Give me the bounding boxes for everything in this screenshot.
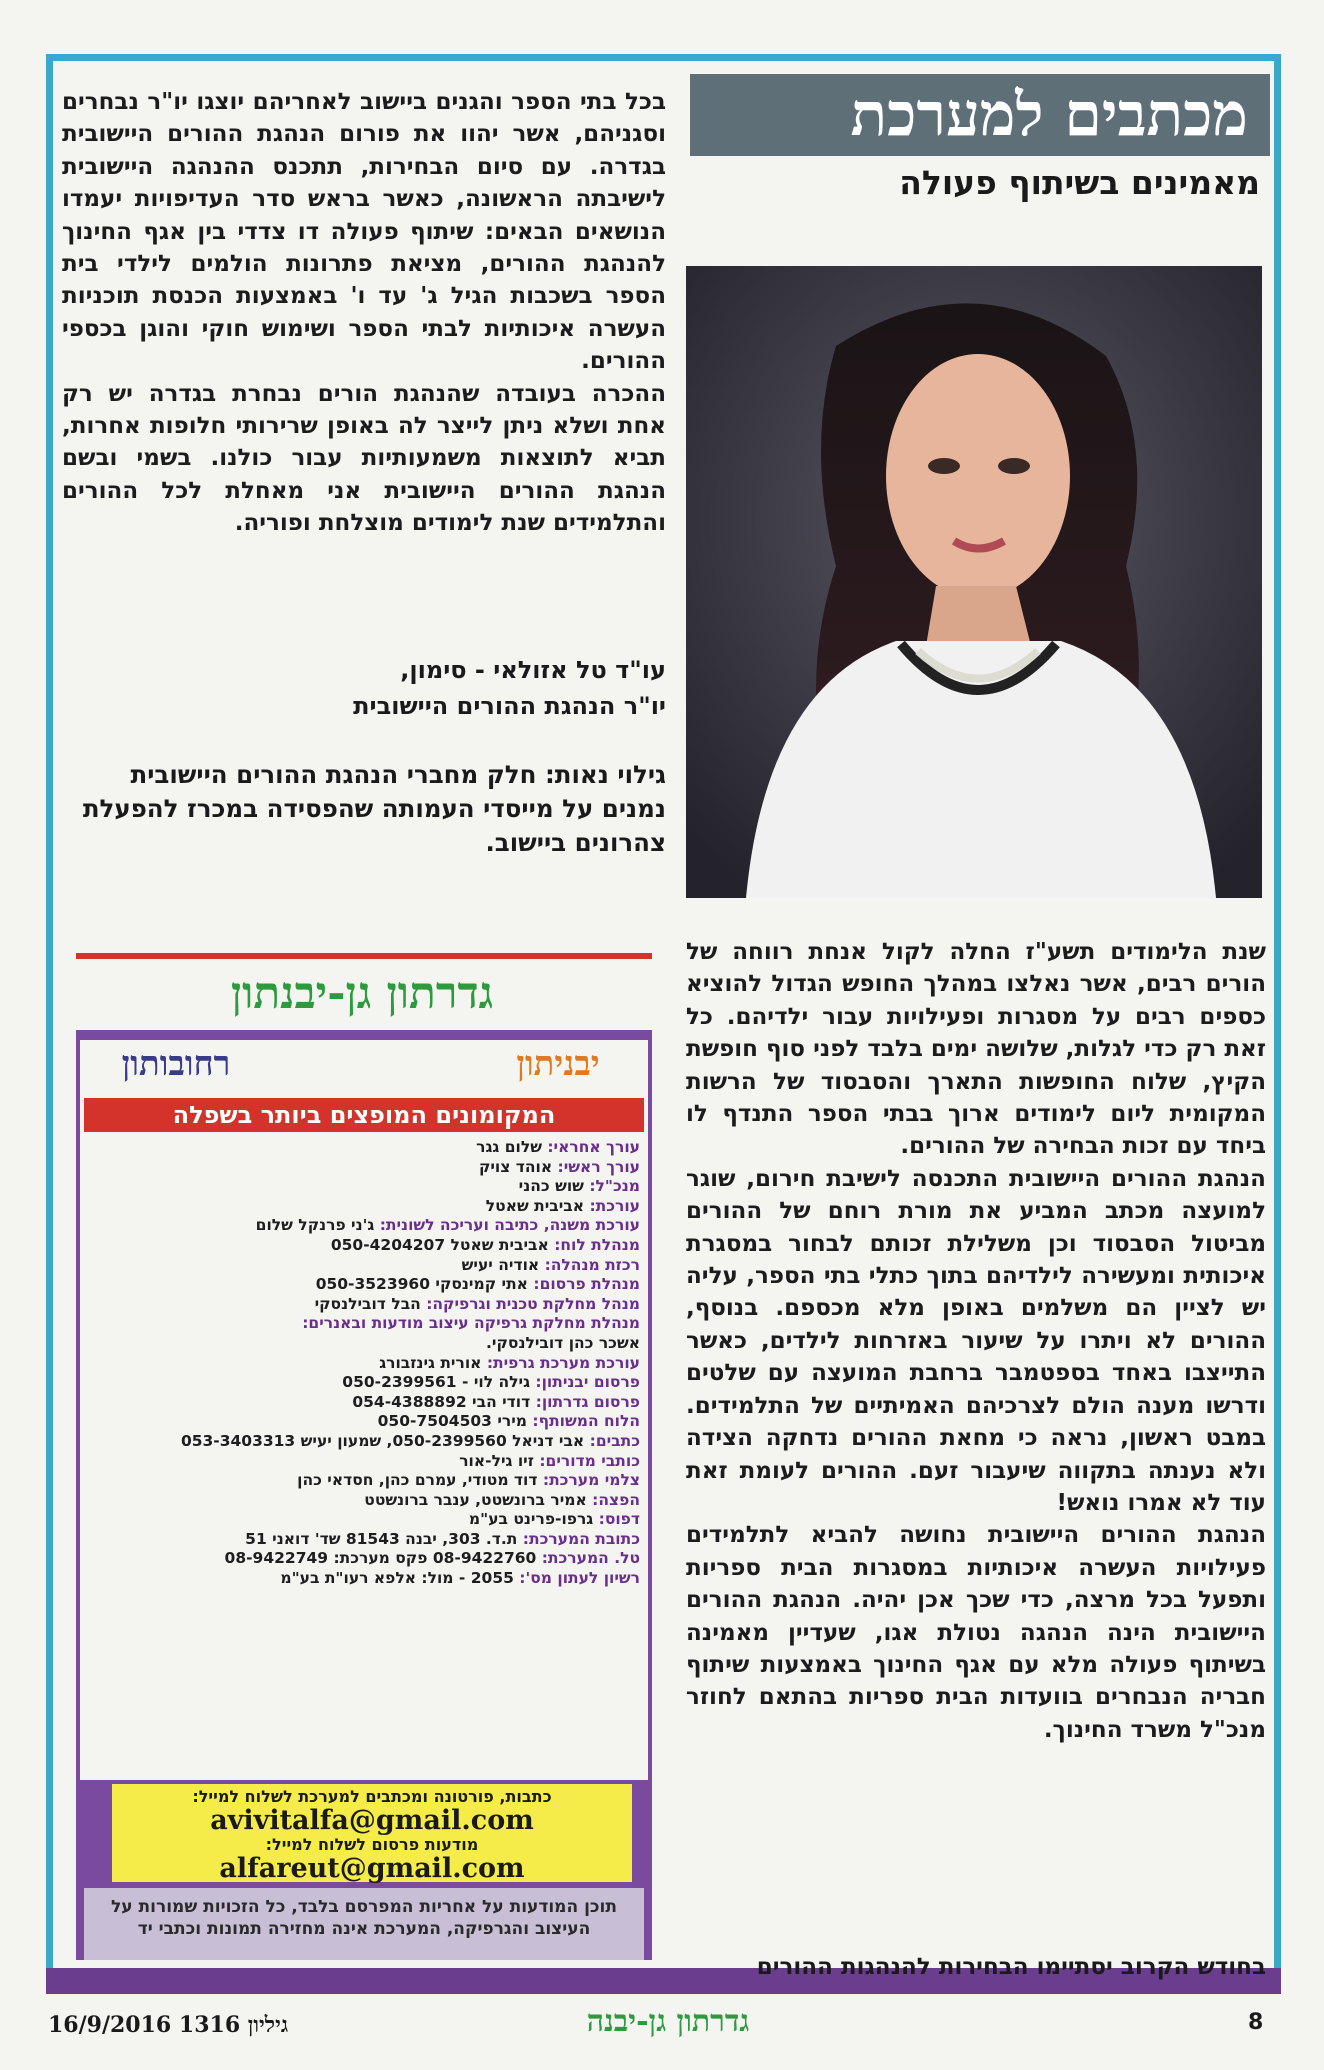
staff-role: רשיון לעתון מס': [513,1569,640,1588]
letter-text [62,86,666,540]
staff-role: טל. המערכת: [536,1549,640,1568]
staff-name: 2055 - מול: אלפא רעו"ת בע"מ [280,1569,514,1588]
staff-role: עורך אחראי: [541,1138,640,1156]
staff-role: פרסום גדרתון: [530,1392,640,1411]
staff-row [100,1197,640,1217]
staff-role: עורכת: [584,1196,640,1215]
disclaimer: תוכן המודעות על אחריות המפרסם בלבד, כל הזכויות שמורות על העיצוב והגרפיקה, המערכת אינה מחזירה תמונות וכתבי יד [84,1888,644,1960]
article-body [686,936,1266,1746]
staff-row [100,1491,640,1511]
staff-list [100,1138,640,1589]
contact-label: מודעות פרסום לשלוח למייל: [265,1835,479,1854]
staff-row [100,1138,640,1158]
staff-row [100,1275,640,1295]
staff-name: גרפו-פרינט בע"מ [468,1510,594,1529]
staff-name: שלום גגר [476,1138,542,1156]
staff-role: רכזת מנהלה: [539,1255,640,1274]
issue-info: גיליון 1316 16/9/2016 [48,2012,289,2038]
staff-name: הבל דובילנסקי [314,1294,421,1313]
staff-row [100,1452,640,1472]
signature-name: עו"ד טל אזולאי - סימון, [400,656,666,684]
staff-name: אודיה יעיש [461,1255,540,1274]
portrait-image [686,266,1262,898]
staff-role: פרסום יבניתון: [530,1373,640,1392]
staff-name: אבי דניאל 050-2399560, שמעון יעיש 053-3403313 [180,1431,585,1450]
staff-role: כתובת המערכת: [517,1529,640,1548]
staff-name: אוהד צויק [478,1157,553,1176]
staff-name: זיו גיל-אור [459,1451,534,1470]
staff-role: הלוח המשותף: [527,1412,640,1431]
staff-row [100,1510,640,1530]
author-photo [686,266,1262,898]
staff-name: דודי הבי 054-4388892 [352,1392,531,1411]
staff-role: עורך ראשי: [552,1157,640,1176]
staff-role: דפוס: [593,1510,640,1529]
section-title: מכתבים למערכת [690,74,1270,156]
staff-role: מנהלת לוח: [548,1235,640,1254]
staff-role: מנהל מחלקת טכנית וגרפיקה: [420,1294,640,1313]
staff-row [100,1432,640,1452]
letter-paragraph: בכל בתי הספר והגנים ביישוב לאחריהם יוצגו יו"ר נבחרים וסגניהם, אשר יהוו את פורום הנהגת ההורים היישובית בגדרה. עם סיום הבחירות, תתכנס ההנהגה היישובית לישיבתה הראשונה, כאשר בראש סדר העדיפויות יעמדו הנושאים הבאים: שיתוף פעולה דו צדדי בין אגף החינוך להנהגת ההורים, מציאת פתרונות הולמים לילדי בית הספר בשכבות הגיל ג' עד ו' באמצעות הכנסת תוכניות העשרה איכותיות לבתי הספר ושימוש חוקי והוגן בכספי ההורים. [62,89,666,375]
signature-role: יו"ר הנהגת ההורים היישובית [353,692,666,720]
article-paragraph: הנהגת ההורים היישובית התכנסה לישיבת חירום, שוגר למועצה מכתב המביע את מורת רוחם של ההורים מביטול הסבסוד וכן משלילת זכותם לבחור במסגרת איכותית ומעשירה לילדיהם בתוך כתלי בתי הספר, עליה יש לציין הם משלמים באופן מלא מכספם. בנוסף, ההורים לא ויתרו על שיעור באזרחות לילדים, כאשר התייצבו באחד בספטמבר ברחבת המועצה עם שלטים ודרשו מענה הולם לצרכיהם האמיתיים של התלמידים. במבט ראשון, נראה כי מחאת ההורים נדחקה הצידה ולא נענתה בתקווה שיעבור זעם. ההורים לעומת זאת עוד לא אמרו נואש! [686,1165,1266,1516]
article-headline: מאמינים בשיתוף פעולה [899,163,1260,202]
email-editorial[interactable]: avivitalfa@gmail.com [210,1805,534,1836]
frame-right [1274,54,1281,1994]
staff-role: הפצה: [586,1490,640,1509]
staff-role: מנכ"ל: [583,1177,640,1196]
staff-role: צלמי מערכת: [537,1471,640,1490]
logo-yavnitun: יבניתון [516,1044,600,1084]
footer-logo: גדרתון גן-יבנה [586,2004,750,2039]
staff-name: ג'ני פרנקל שלום [255,1216,375,1235]
staff-row [100,1236,640,1256]
frame-top [52,54,1280,61]
email-ads[interactable]: alfareut@gmail.com [219,1853,525,1884]
letter-paragraph: ההכרה בעובדה שהנהגת הורים נבחרת בגדרה יש רק אחת ושלא ניתן לייצר לה באופן שרירותי חלופות אחרות, תביא לתוצאות משמעותיות עבור כולנו. בשמי ובשם הנהגת ההורים היישובית אני מאחלת לכל ההורים והתלמידים שנת לימודים מוצלחת ופוריה. [62,380,666,537]
page-number: 8 [1248,2010,1264,2035]
staff-name: דוד מטודי, עמרם כהן, חסדאי כהן [297,1471,538,1490]
staff-name: אביבית שאטל 050-4204207 [330,1235,549,1254]
staff-name: אתי קמינסקי 050-3523960 [315,1275,528,1294]
logo-rehovot: רחובותון [121,1044,231,1084]
staff-name: 08-9422760 פקס מערכת: 08-9422749 [224,1549,537,1568]
staff-row [100,1334,640,1354]
staff-row [100,1177,640,1197]
staff-row [100,1256,640,1276]
staff-role: עורכת מערכת גרפית: [481,1353,640,1372]
staff-role: עורכת משנה, כתיבה ועריכה לשונית: [374,1216,640,1235]
signature [62,652,666,724]
staff-name: שוש כהני [518,1177,584,1196]
staff-row [100,1412,640,1432]
staff-name: אשכר כהן דובילנסקי. [486,1333,640,1352]
masthead-slogan: המקומונים המופצים ביותר בשפלה [84,1098,644,1132]
contact-label: כתבות, פורטונה ומכתבים למערכת לשלוח למייל: [192,1787,552,1806]
logo-gedera-gan-yavne: גדרתון גן-יבנתון [230,968,494,1019]
staff-role: כתבים: [584,1431,640,1450]
staff-row [100,1158,640,1178]
staff-row [100,1373,640,1393]
staff-role: מנהלת מחלקת גרפיקה עיצוב מודעות ובאנרים: [302,1314,640,1333]
staff-row [100,1569,640,1589]
staff-row [100,1295,640,1315]
staff-name: ת.ד. 303, יבנה 81543 שד' דואני 51 [245,1529,518,1548]
article-closing: בחודש הקרוב יסתיימו הבחירות להנהגות ההורים [756,1954,1266,1980]
staff-role: כותבי מדורים: [533,1451,640,1470]
disclosure-note: גילוי נאות: חלק מחברי הנהגת ההורים היישובית נמנים על מייסדי העמותה שהפסידה במכרז להפעלת צהרונים ביישוב. [82,760,666,857]
staff-name: גילה לוי - 050-2399561 [342,1373,530,1392]
article-paragraph: שנת הלימודים תשע"ז החלה לקול אנחת רווחה של הורים רבים, אשר נאלצו במהלך החופש הגדול להוציא כספים רבים על מסגרות ופעילויות עבור ילדיהם. כל זאת רק כדי לגלות, שלושה ימים בלבד לפני סוף חופשת הקיץ, שלוח החופשות התארך והסבסוד של הרשות המקומית ליום לימודים ארוך בבתי הספר התנדף לו ביחד עם זכות הבחירה של ההורים. [686,939,1266,1160]
staff-name: אורית גינזבורג [379,1353,482,1372]
frame-left [46,54,53,1994]
contact-box [112,1784,632,1882]
staff-name: אביבית שאטל [485,1196,585,1215]
staff-role: מנהלת פרסום: [527,1275,640,1294]
staff-row [100,1393,640,1413]
staff-row [100,1354,640,1374]
staff-row [100,1216,640,1236]
staff-row [100,1530,640,1550]
staff-row [100,1549,640,1569]
staff-row [100,1314,640,1334]
article-paragraph: הנהגת ההורים היישובית נחושה להביא לתלמידים פעילויות העשרה איכותיות במסגרות הבית ספריות ותפעל בכל מרצה, כדי שכך אכן יהיה. הנהגת ההורים היישובית הינה הנהגה נטולת אגו, שעדיין מאמינה בשיתוף פעולה מלא עם אגף החינוך באמצעות שיתוף חבריה הנבחרים בוועדות הבית ספריות בהתאם לחוזר מנכ"ל משרד החינוך. [686,1522,1266,1743]
staff-name: מירי 050-7504503 [377,1412,528,1431]
staff-name: אמיר ברונשטט, ענבר ברונשטט [364,1490,587,1509]
masthead-red-line [76,953,652,959]
staff-row [100,1471,640,1491]
